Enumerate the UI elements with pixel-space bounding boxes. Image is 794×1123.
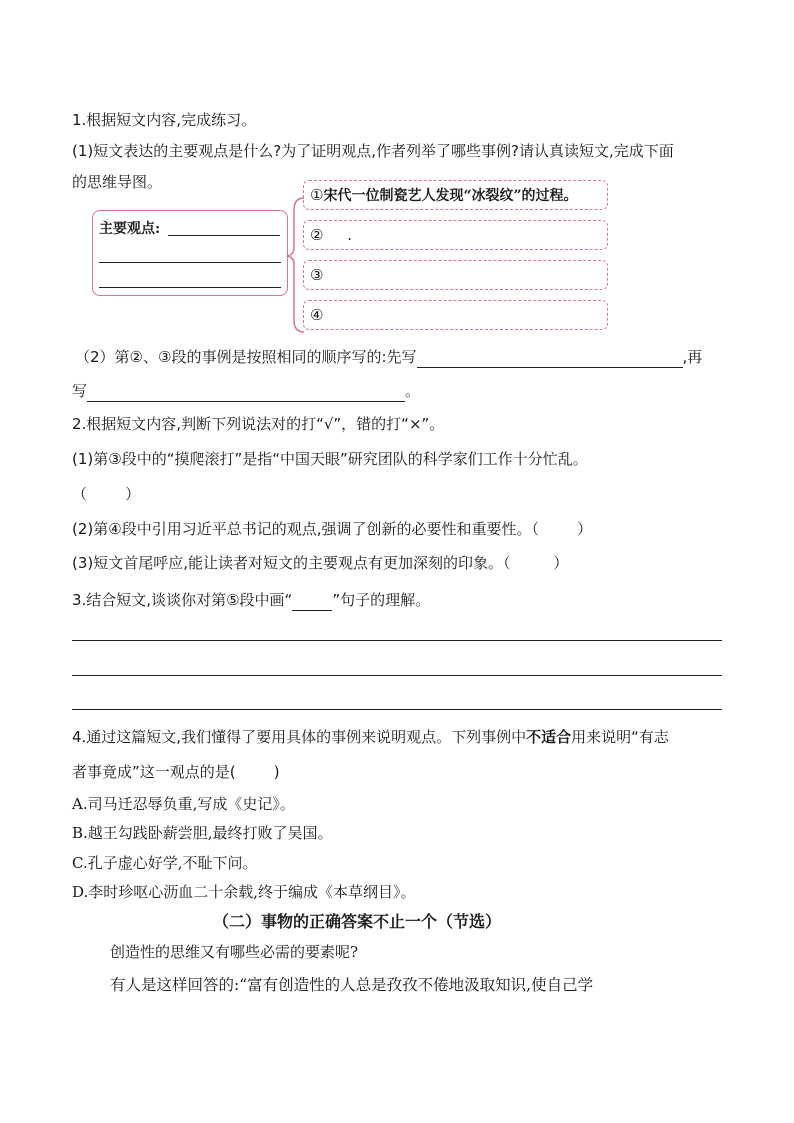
q3-underline-sample — [292, 590, 332, 611]
q2-item1-answer[interactable]: （ ） — [72, 485, 141, 503]
q3-answer-line-2[interactable] — [72, 675, 722, 676]
example-num-3: ③ — [310, 266, 324, 284]
main-point-blank-3[interactable] — [99, 287, 281, 288]
q1-sub2-blank-2[interactable] — [87, 381, 405, 402]
q1-sub2-line2-prefix: 写 — [72, 382, 88, 400]
example-text-1: 宋代一位制瓷艺人发现“冰裂纹”的过程。 — [323, 188, 578, 204]
main-point-blank-2[interactable] — [99, 262, 281, 263]
q1-sub2-line1 — [75, 347, 702, 368]
q2-item3: (3)短文首尾呼应,能让读者对短文的主要观点有更加深刻的印象。（ ） — [72, 554, 569, 572]
q1-title: 1.根据短文内容,完成练习。 — [72, 111, 257, 129]
q1-sub2-line2 — [72, 381, 420, 402]
q4-option-b[interactable]: B.越王勾践卧薪尝胆,最终打败了吴国。 — [72, 824, 333, 842]
q3-title — [72, 590, 430, 611]
example-num-1: ① — [310, 186, 324, 204]
q1-sub1-line2: 的思维导图。 — [72, 173, 163, 191]
section2-paragraph-1: 创造性的思维又有哪些必需的要素呢? — [110, 943, 359, 961]
q4-line1-a: 4.通过这篇短文,我们懂得了要用具体的事例来说明观点。下列事例中 — [72, 728, 527, 746]
q3-answer-line-3[interactable] — [72, 709, 722, 710]
example-text-2: . — [323, 226, 353, 244]
main-point-blank-1[interactable] — [168, 235, 280, 236]
q2-item2: (2)第④段中引用习近平总书记的观点,强调了创新的必要性和重要性。（ ） — [72, 520, 593, 538]
q3-answer-line-1[interactable] — [72, 640, 722, 641]
q3-title-suffix: ”句子的理解。 — [332, 591, 431, 609]
q3-title-prefix: 3.结合短文,谈谈你对第⑤段中画“ — [72, 591, 293, 609]
example-box-2[interactable] — [303, 220, 608, 250]
q4-line1 — [72, 727, 669, 747]
section2-heading: （二）事物的正确答案不止一个（节选） — [213, 912, 502, 931]
q4-line1-bold: 不适合 — [526, 728, 572, 746]
q1-sub1-line1: (1)短文表达的主要观点是什么?为了证明观点,作者列举了哪些事例?请认真读短文,完成下面 — [72, 142, 674, 160]
q1-sub2-mid: ,再 — [682, 348, 703, 366]
q4-line1-b: 用来说明“有志 — [571, 728, 669, 746]
q1-sub2-prefix: （2）第②、③段的事例是按照相同的顺序写的:先写 — [75, 348, 417, 366]
example-box-3[interactable] — [303, 260, 608, 290]
main-point-box — [92, 210, 288, 296]
q4-option-d[interactable]: D.李时珍呕心沥血二十余载,终于编成《本草纲目》。 — [72, 883, 416, 901]
example-num-4: ④ — [310, 306, 324, 324]
example-box-1 — [303, 180, 608, 210]
q1-sub2-end: 。 — [405, 382, 421, 400]
q2-item1: (1)第③段中的“摸爬滚打”是指“中国天眼”研究团队的科学家们工作十分忙乱。 — [72, 450, 588, 468]
q4-option-c[interactable]: C.孔子虚心好学,不耻下问。 — [72, 854, 258, 872]
example-box-4[interactable] — [303, 300, 608, 330]
q2-title: 2.根据短文内容,判断下列说法对的打“√”，错的打“×”。 — [72, 415, 445, 433]
q4-line2: 者事竟成”这一观点的是( ) — [72, 763, 280, 781]
example-num-2: ② — [310, 226, 324, 244]
section2-paragraph-2: 有人是这样回答的:“富有创造性的人总是孜孜不倦地汲取知识,使自己学 — [110, 976, 594, 994]
q1-sub2-blank-1[interactable] — [417, 347, 683, 368]
q4-option-a[interactable]: A.司马迁忍辱负重,写成《史记》。 — [72, 795, 295, 813]
main-point-label: 主要观点: — [99, 221, 161, 237]
